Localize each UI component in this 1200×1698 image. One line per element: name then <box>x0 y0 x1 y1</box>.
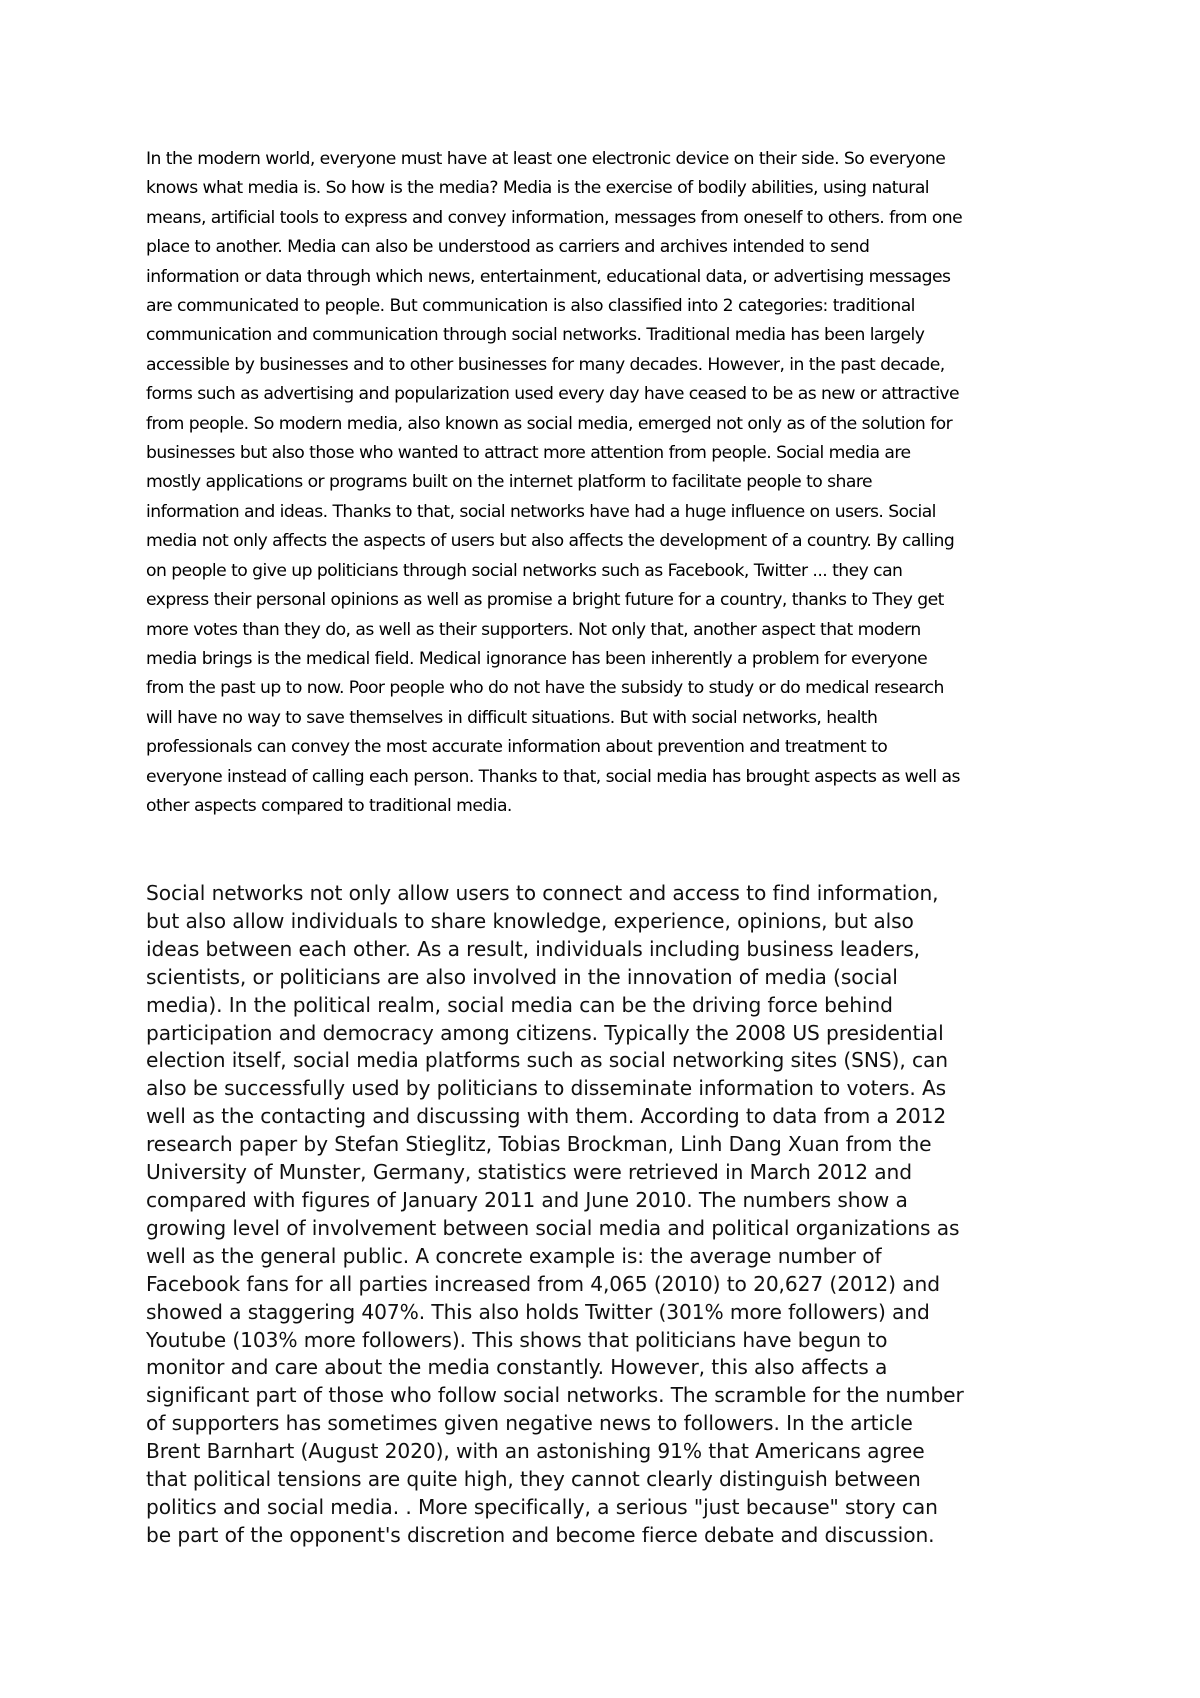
paragraph-traditional-vs-social-media: In the modern world, everyone must have at least one electronic device on their side. So everyone knows what media is. So how is the media? Media is the exercise of bodily abilities, using natural means, artificial tools to express and convey information, messages from oneself to others. from one place to another. Media can also be understood as carriers and archives intended to send information or data through which news, entertainment, educational data, or advertising messages are communicated to people. But communication is also classified into 2 categories: traditional communication and communication through social networks. Traditional media has been largely accessible by businesses and to other businesses for many decades. However, in the past decade, forms such as advertising and popularization used every day have ceased to be as new or attractive from people. So modern media, also known as social media, emerged not only as of the solution for businesses but also those who wanted to attract more attention from people. Social media are mostly applications or programs built on the internet platform to facilitate people to share information and ideas. Thanks to that, social networks have had a huge influence on users. Social media not only affects the aspects of users but also affects the development of a country. By calling on people to give up politicians through social networks such as Facebook, Twitter ... they can express their personal opinions as well as promise a bright future for a country, thanks to They get more votes than they do, as well as their supporters. Not only that, another aspect that modern media brings is the medical field. Medical ignorance has been inherently a problem for everyone from the past up to now. Poor people who do not have the subsidy to study or do medical research will have no way to save themselves in difficult situations. But with social networks, health professionals can convey the most accurate information about prevention and treatment to everyone instead of calling each person. Thanks to that, social media has brought aspects as well as other aspects compared to traditional media. <box>146 149 963 816</box>
paragraph-social-networks-politics: Social networks not only allow users to connect and access to find information, but also allow individuals to share knowledge, experience, opinions, but also ideas between each other. As a result, individuals including business leaders, scientists, or politicians are also involved in the innovation of media (social media). In the political realm, social media can be the driving force behind participation and democracy among citizens. Typically the 2008 US presidential election itself, social media platforms such as social networking sites (SNS), can also be successfully used by politicians to disseminate information to voters. As well as the contacting and discussing with them. According to data from a 2012 research paper by Stefan Stieglitz, Tobias Brockman, Linh Dang Xuan from the University of Munster, Germany, statistics were retrieved in March 2012 and compared with figures of January 2011 and June 2010. The numbers show a growing level of involvement between social media and political organizations as well as the general public. A concrete example is: the average number of Facebook fans for all parties increased from 4,065 (2010) to 20,627 (2012) and showed a staggering 407%. This also holds Twitter (301% more followers) and Youtube (103% more followers). This shows that politicians have begun to monitor and care about the media constantly. However, this also affects a significant part of those who follow social networks. The scramble for the number of supporters has sometimes given negative news to followers. In the article Brent Barnhart (August 2020), with an astonishing 91% that Americans agree that political tensions are quite high, they cannot clearly distinguish between politics and social media. . More specifically, a serious "just because" story can be part of the opponent's discretion and become fierce debate and discussion. <box>146 881 964 1547</box>
